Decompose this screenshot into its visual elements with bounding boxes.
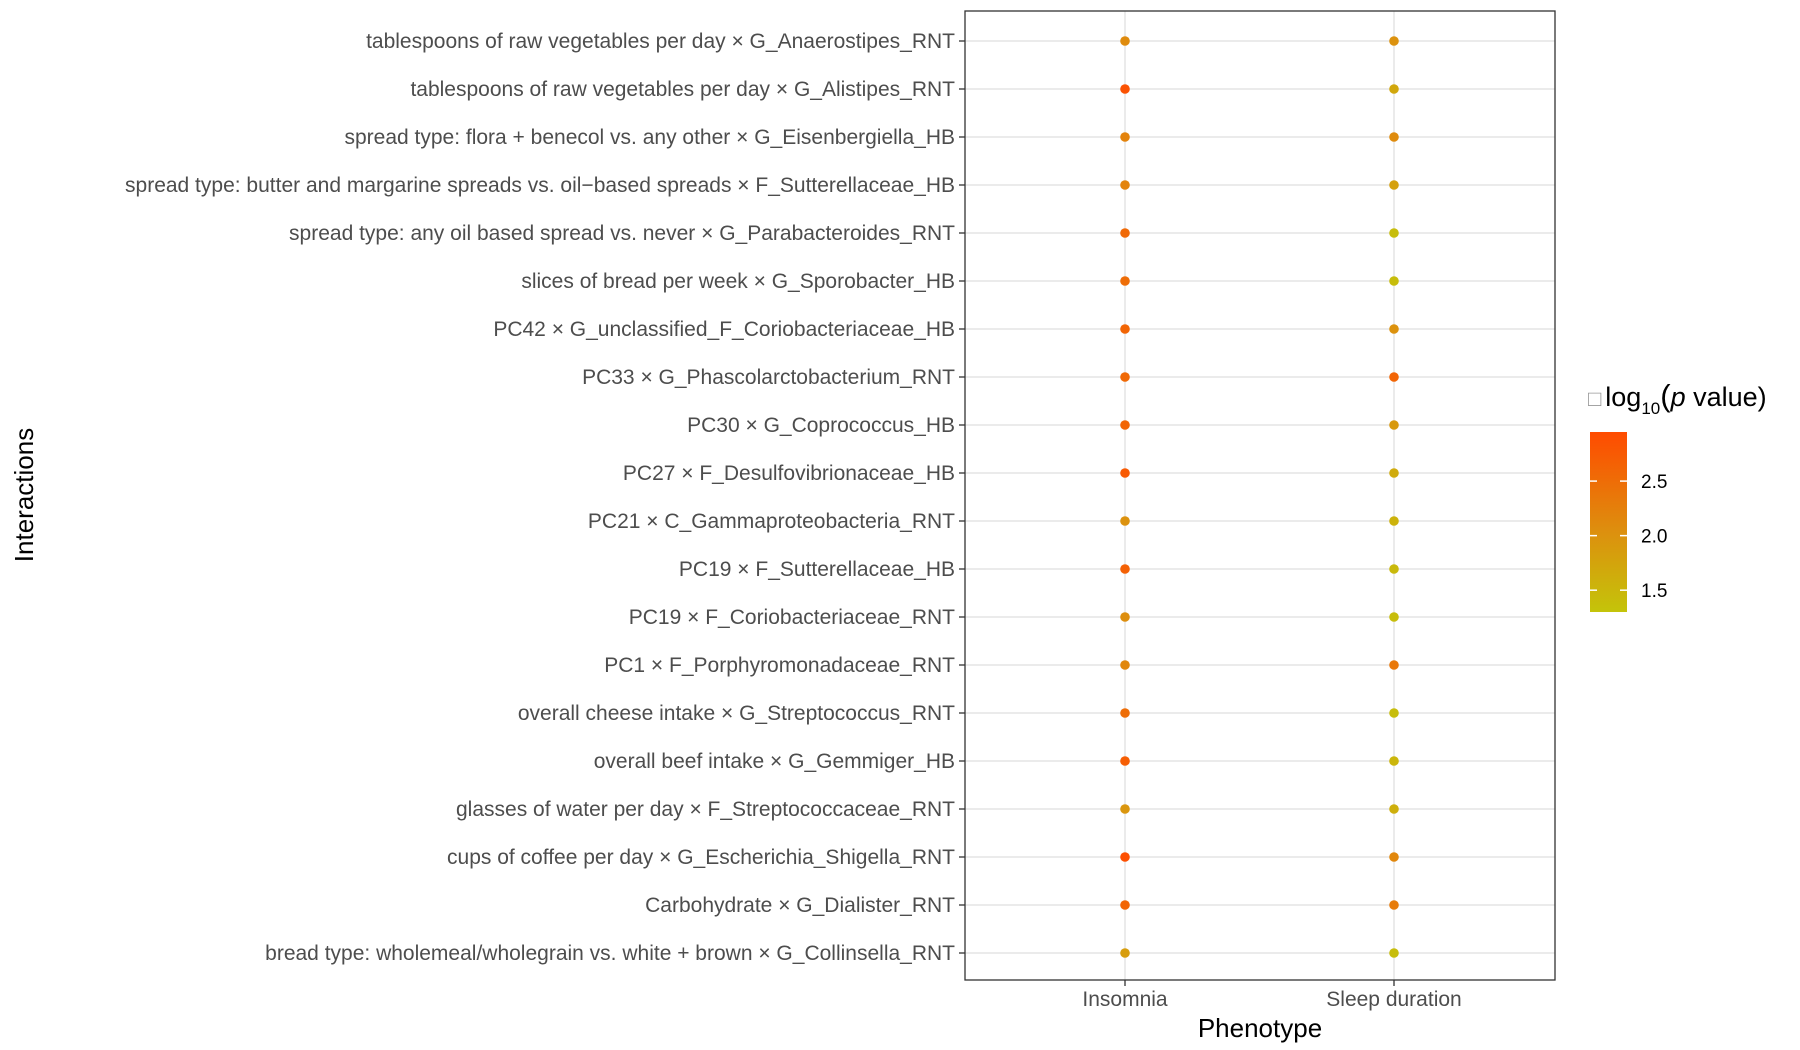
legend-tick-label: 1.5 — [1641, 581, 1668, 603]
y-tick-label: spread type: flora + benecol vs. any other × G_Eisenbergiella_HB — [344, 126, 955, 149]
legend-title-box-glyph: □ — [1588, 386, 1602, 411]
data-point-insomnia — [1120, 84, 1130, 94]
data-point-sleep-duration — [1389, 660, 1399, 670]
data-point-insomnia — [1120, 708, 1130, 718]
legend-title-p: p — [1670, 382, 1686, 412]
data-point-sleep-duration — [1389, 708, 1399, 718]
data-point-sleep-duration — [1389, 852, 1399, 862]
y-tick-label: spread type: any oil based spread vs. never × G_Parabacteroides_RNT — [289, 222, 955, 245]
data-point-insomnia — [1120, 420, 1130, 430]
y-tick-label: bread type: wholemeal/wholegrain vs. white + brown × G_Collinsella_RNT — [265, 942, 955, 965]
y-tick-label: tablespoons of raw vegetables per day × G_Alistipes_RNT — [410, 78, 955, 101]
y-tick-label: PC21 × C_Gammaproteobacteria_RNT — [587, 510, 955, 533]
legend-tick-label: 2.0 — [1641, 526, 1668, 548]
data-point-insomnia — [1120, 468, 1130, 478]
y-tick-label: tablespoons of raw vegetables per day × G_Anaerostipes_RNT — [366, 30, 955, 53]
legend-tick-label: 2.5 — [1641, 472, 1668, 494]
y-tick-label: PC1 × F_Porphyromonadaceae_RNT — [604, 654, 955, 677]
x-tick-label-insomnia: Insomnia — [1082, 988, 1168, 1011]
data-point-insomnia — [1120, 516, 1130, 526]
y-tick-label: PC33 × G_Phascolarctobacterium_RNT — [582, 366, 955, 389]
data-point-sleep-duration — [1389, 564, 1399, 574]
legend-colorbar — [1590, 432, 1627, 612]
data-point-insomnia — [1120, 948, 1130, 958]
data-point-insomnia — [1120, 372, 1130, 382]
data-point-sleep-duration — [1389, 132, 1399, 142]
data-point-insomnia — [1120, 756, 1130, 766]
y-axis-title: Interactions — [9, 427, 39, 563]
data-point-insomnia — [1120, 804, 1130, 814]
data-point-sleep-duration — [1389, 900, 1399, 910]
legend-title-rest: value) — [1685, 382, 1767, 412]
data-point-sleep-duration — [1389, 372, 1399, 382]
data-point-sleep-duration — [1389, 948, 1399, 958]
data-point-sleep-duration — [1389, 516, 1399, 526]
data-point-insomnia — [1120, 180, 1130, 190]
data-point-insomnia — [1120, 852, 1130, 862]
data-point-sleep-duration — [1389, 324, 1399, 334]
y-tick-label: cups of coffee per day × G_Escherichia_Shigella_RNT — [447, 846, 955, 869]
data-point-sleep-duration — [1389, 612, 1399, 622]
data-point-insomnia — [1120, 900, 1130, 910]
data-point-sleep-duration — [1389, 36, 1399, 46]
y-tick-label: overall cheese intake × G_Streptococcus_RNT — [517, 702, 955, 725]
data-point-sleep-duration — [1389, 228, 1399, 238]
data-point-sleep-duration — [1389, 756, 1399, 766]
x-tick-label-sleep-duration: Sleep duration — [1326, 988, 1462, 1011]
y-tick-label: spread type: butter and margarine spreads vs. oil−based spreads × F_Sutterellaceae_HB — [125, 174, 955, 197]
y-tick-label: PC42 × G_unclassified_F_Coriobacteriaceae_HB — [493, 318, 955, 341]
legend-title-subscript: 10 — [1641, 399, 1661, 418]
data-point-sleep-duration — [1389, 180, 1399, 190]
data-point-insomnia — [1120, 660, 1130, 670]
data-point-sleep-duration — [1389, 804, 1399, 814]
data-point-insomnia — [1120, 612, 1130, 622]
y-tick-label: overall beef intake × G_Gemmiger_HB — [593, 750, 955, 773]
y-tick-label: glasses of water per day × F_Streptococcaceae_RNT — [456, 798, 955, 821]
data-point-insomnia — [1120, 228, 1130, 238]
y-tick-label: slices of bread per week × G_Sporobacter_HB — [521, 270, 955, 293]
y-tick-label: PC19 × F_Sutterellaceae_HB — [678, 558, 955, 581]
data-point-sleep-duration — [1389, 420, 1399, 430]
data-point-insomnia — [1120, 36, 1130, 46]
data-point-sleep-duration — [1389, 276, 1399, 286]
data-point-insomnia — [1120, 324, 1130, 334]
data-point-insomnia — [1120, 276, 1130, 286]
legend-title-paren: ( — [1660, 378, 1671, 413]
x-axis-title: Phenotype — [1197, 1013, 1323, 1043]
data-point-sleep-duration — [1389, 468, 1399, 478]
data-point-insomnia — [1120, 564, 1130, 574]
data-point-sleep-duration — [1389, 84, 1399, 94]
y-tick-label: Carbohydrate × G_Dialister_RNT — [645, 894, 955, 917]
y-tick-label: PC19 × F_Coriobacteriaceae_RNT — [628, 606, 955, 629]
y-tick-label: PC30 × G_Coprococcus_HB — [687, 414, 955, 437]
legend-title-log: log — [1605, 382, 1642, 412]
y-tick-label: PC27 × F_Desulfovibrionaceae_HB — [622, 462, 955, 485]
data-point-insomnia — [1120, 132, 1130, 142]
